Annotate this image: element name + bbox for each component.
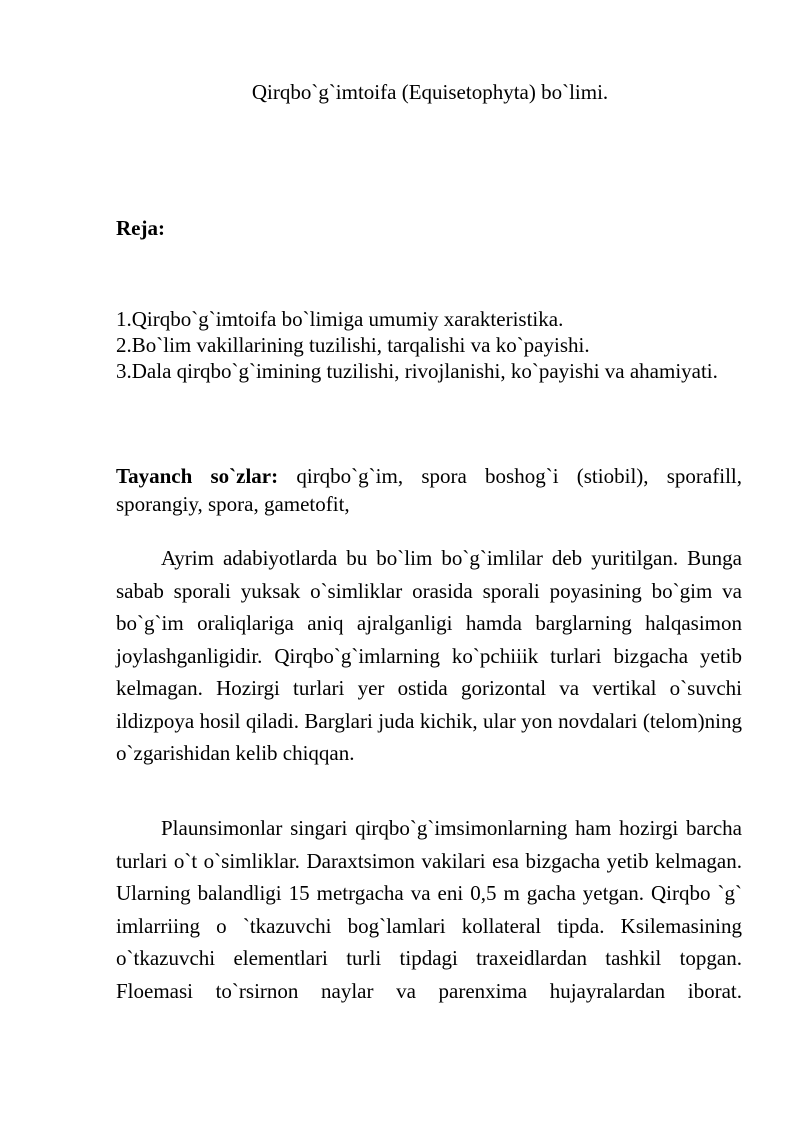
- body-paragraph: Ayrim adabiyotlarda bu bo`lim bo`g`imlilar deb yuritilgan. Bunga sabab sporali yuksak o`simliklar orasida sporali poyasining bo`gim va bo`g`im oraliqlariga aniq ajralganligi hamda barglarning halqasimon joylashganligidir. Qirqbo`g`imlarning ko`pchiiik turlari bizgacha yetib kelmagan. Hozirgi turlari yer ostida gorizontal va vertikal o`suvchi ildizpoya hosil qiladi. Barglari juda kichik, ular yon novdalari (telom)ning o`zgarishidan kelib chiqqan.: [116, 546, 742, 765]
- plan-item: 2.Bo`lim vakillarining tuzilishi, tarqalishi va ko`payishi.: [116, 333, 590, 357]
- plan-heading: Reja:: [116, 216, 165, 240]
- document-title: Qirqbo`g`imtoifa (Equisetophyta) bo`limi.: [251, 80, 609, 104]
- keywords-paragraph: [116, 462, 742, 518]
- plan-list: [116, 306, 742, 384]
- keywords-text: qirqbo`g`im, spora boshog`i (stiobil), sporafill, sporangiy, spora, gametofit,: [116, 464, 742, 516]
- keywords-label: Tayanch so`zlar:: [116, 464, 279, 488]
- plan-item: 3.Dala qirqbo`g`imining tuzilishi, rivojlanishi, ko`payishi va ahamiyati.: [116, 359, 718, 383]
- body-paragraph: Plaunsimonlar singari qirqbo`g`imsimonlarning ham hozirgi barcha turlari o`t o`simliklar. Daraxtsimon vakilari esa bizgacha yetib kelmagan. Ularning balandligi 15 metrgacha va eni 0,5 m gacha yetgan. Qirqbo `g` imlarriing o `tkazuvchi bog`lamlari kollateral tipda. Ksilemasining o`tkazuvchi elementlari turli tipdagi traxeidlardan tashkil topgan. Floemasi to`rsirnon naylar va parenxima hujayralardan iborat.: [116, 816, 742, 1003]
- plan-item: 1.Qirqbo`g`imtoifa bo`limiga umumiy xarakteristika.: [116, 307, 564, 331]
